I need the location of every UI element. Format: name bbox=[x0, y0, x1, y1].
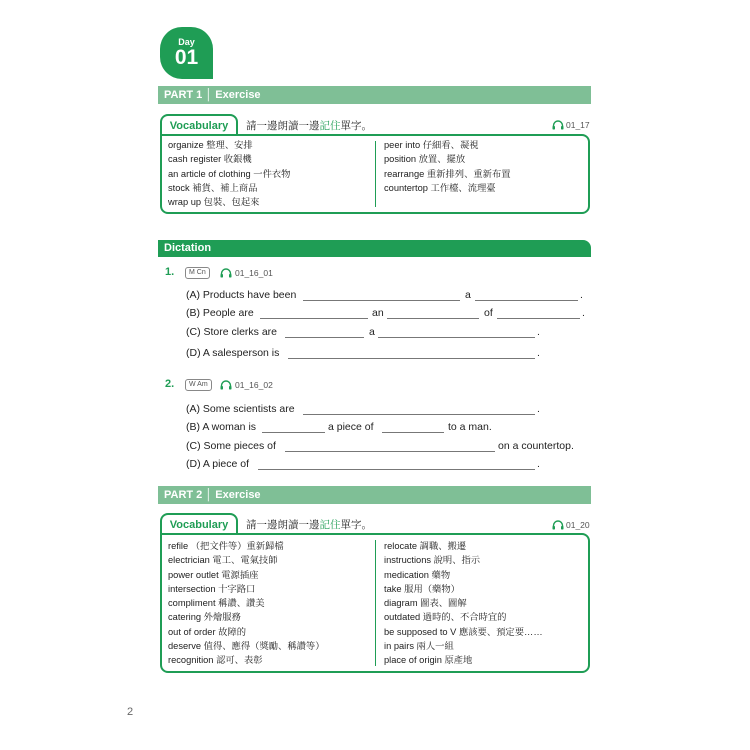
q2-d-text: (D) A piece of bbox=[186, 458, 250, 470]
vocab-item: power outlet 電源插座 bbox=[168, 569, 259, 580]
question-1-audio-label: 01_16_01 bbox=[235, 268, 273, 278]
vocab-item: organize 整理、安排 bbox=[168, 140, 253, 150]
question-1-audio[interactable] bbox=[220, 268, 273, 278]
vocab-item: deserve 值得、應得（獎勵、稱讚等） bbox=[168, 641, 325, 652]
part1-audio-label: 01_17 bbox=[566, 120, 590, 130]
vocab-item: rearrange 重新排列、重新布置 bbox=[384, 168, 511, 179]
day-number: 01 bbox=[174, 46, 199, 69]
vocab-item: take 服用（藥物） bbox=[384, 583, 460, 594]
part2-audio[interactable] bbox=[552, 520, 590, 530]
q2-c-blank[interactable] bbox=[285, 451, 495, 452]
q2-b-blank-2[interactable] bbox=[382, 432, 444, 433]
question-1-number: 1. bbox=[165, 266, 175, 278]
q1-c-word: a bbox=[369, 326, 375, 338]
column-divider bbox=[375, 141, 376, 207]
q2-a-text: (A) Some scientists are bbox=[186, 403, 295, 415]
q1-b-blank-3[interactable] bbox=[497, 318, 580, 319]
question-2-audio-label: 01_16_02 bbox=[235, 380, 273, 390]
vocab-item: in pairs 兩人一組 bbox=[384, 641, 454, 652]
part2-header: PART 2 │ Exercise bbox=[158, 486, 591, 504]
vocab-item: stock 補貨、補上商品 bbox=[168, 182, 258, 193]
page-number: 2 bbox=[127, 706, 134, 718]
headphones-icon bbox=[552, 120, 564, 130]
q1-d-blank[interactable] bbox=[288, 358, 535, 359]
q2-b-blank-1[interactable] bbox=[262, 432, 325, 433]
q2-b-word-1: a piece of bbox=[328, 421, 374, 433]
part1-vocab-box bbox=[160, 134, 590, 214]
q2-c-text: (C) Some pieces of bbox=[186, 440, 276, 452]
q1-c-blank-1[interactable] bbox=[285, 337, 364, 338]
headphones-icon bbox=[220, 268, 232, 278]
q1-a-word: a bbox=[465, 289, 471, 301]
part1-audio[interactable] bbox=[552, 120, 590, 130]
vocab-item: out of order 故障的 bbox=[168, 626, 247, 637]
q1-d-period: . bbox=[537, 347, 540, 359]
vocab-item: outdated 過時的、不合時宜的 bbox=[384, 612, 507, 623]
q1-c-period: . bbox=[537, 326, 540, 338]
q2-c-end: on a countertop. bbox=[498, 440, 574, 452]
column-divider bbox=[375, 540, 376, 666]
q1-a-blank-1[interactable] bbox=[303, 300, 460, 301]
q2-d-period: . bbox=[537, 458, 540, 470]
vocab-item: catering 外燴服務 bbox=[168, 612, 241, 623]
vocab-item: an article of clothing 一件衣物 bbox=[168, 168, 291, 179]
vocab-item: refile （把文件等）重新歸檔 bbox=[168, 541, 284, 551]
q1-d-text: (D) A salesperson is bbox=[186, 347, 280, 359]
headphones-icon bbox=[552, 520, 564, 530]
q1-a-blank-2[interactable] bbox=[475, 300, 578, 301]
day-label: Day bbox=[178, 37, 195, 47]
part2-vocab-left bbox=[168, 539, 325, 668]
q1-b-blank-2[interactable] bbox=[387, 318, 479, 319]
part1-header: PART 1 │ Exercise bbox=[158, 86, 591, 104]
question-2-number: 2. bbox=[165, 378, 175, 390]
q1-b-text: (B) People are bbox=[186, 307, 254, 319]
vocab-item: medication 藥物 bbox=[384, 569, 451, 580]
q1-b-period: . bbox=[582, 307, 585, 319]
q1-c-blank-2[interactable] bbox=[378, 337, 535, 338]
vocab-item: wrap up 包裝、包起來 bbox=[168, 197, 260, 208]
vocab-item: relocate 調職、搬遷 bbox=[384, 541, 467, 551]
part2-audio-label: 01_20 bbox=[566, 520, 590, 530]
q1-b-word-2: of bbox=[484, 307, 493, 319]
part1-instruction: 請一邊朗讀一邊記住單字。 bbox=[246, 120, 372, 132]
vocab-item: intersection 十字路口 bbox=[168, 583, 256, 594]
vocab-item: instructions 說明、指示 bbox=[384, 555, 481, 566]
question-1-speaker: M Cn bbox=[185, 267, 210, 279]
question-2-audio[interactable] bbox=[220, 380, 273, 390]
vocab-item: electrician 電工、電氣技師 bbox=[168, 555, 278, 566]
part1-vocab-left bbox=[168, 138, 290, 209]
vocab-item: position 放置、擺放 bbox=[384, 154, 466, 165]
part2-vocab-right bbox=[384, 539, 543, 668]
day-badge bbox=[160, 27, 213, 79]
headphones-icon bbox=[220, 380, 232, 390]
q1-c-text: (C) Store clerks are bbox=[186, 326, 278, 338]
vocab-item: diagram 圖表、圖解 bbox=[384, 598, 467, 609]
part2-instruction: 請一邊朗讀一邊記住單字。 bbox=[246, 519, 372, 531]
vocab-item: place of origin 原產地 bbox=[384, 655, 473, 666]
q2-b-text: (B) A woman is bbox=[186, 421, 257, 433]
q2-a-period: . bbox=[537, 403, 540, 415]
vocab-item: be supposed to V 應該要、預定要…… bbox=[384, 626, 543, 637]
vocab-item: compliment 稱讚、讚美 bbox=[168, 598, 265, 609]
q1-b-word-1: an bbox=[372, 307, 384, 319]
vocab-item: recognition 認可、表彰 bbox=[168, 655, 263, 666]
dictation-header: Dictation bbox=[158, 240, 591, 257]
part1-vocab-right bbox=[384, 138, 511, 195]
part2-vocab-box bbox=[160, 533, 590, 673]
vocab-item: cash register 收銀機 bbox=[168, 154, 252, 165]
part2-vocab-tab: Vocabulary bbox=[160, 513, 238, 533]
q1-a-text: (A) Products have been bbox=[186, 289, 297, 301]
q2-a-blank[interactable] bbox=[303, 414, 535, 415]
vocab-item: peer into 仔細看、凝視 bbox=[384, 140, 479, 150]
part1-vocab-tab: Vocabulary bbox=[160, 114, 238, 134]
q2-b-word-2: to a man. bbox=[448, 421, 492, 433]
q1-b-blank-1[interactable] bbox=[260, 318, 368, 319]
q2-d-blank[interactable] bbox=[258, 469, 535, 470]
vocab-item: countertop 工作檯、流理臺 bbox=[384, 182, 496, 193]
question-2-speaker: W Am bbox=[185, 379, 212, 391]
q1-a-period: . bbox=[580, 289, 583, 301]
